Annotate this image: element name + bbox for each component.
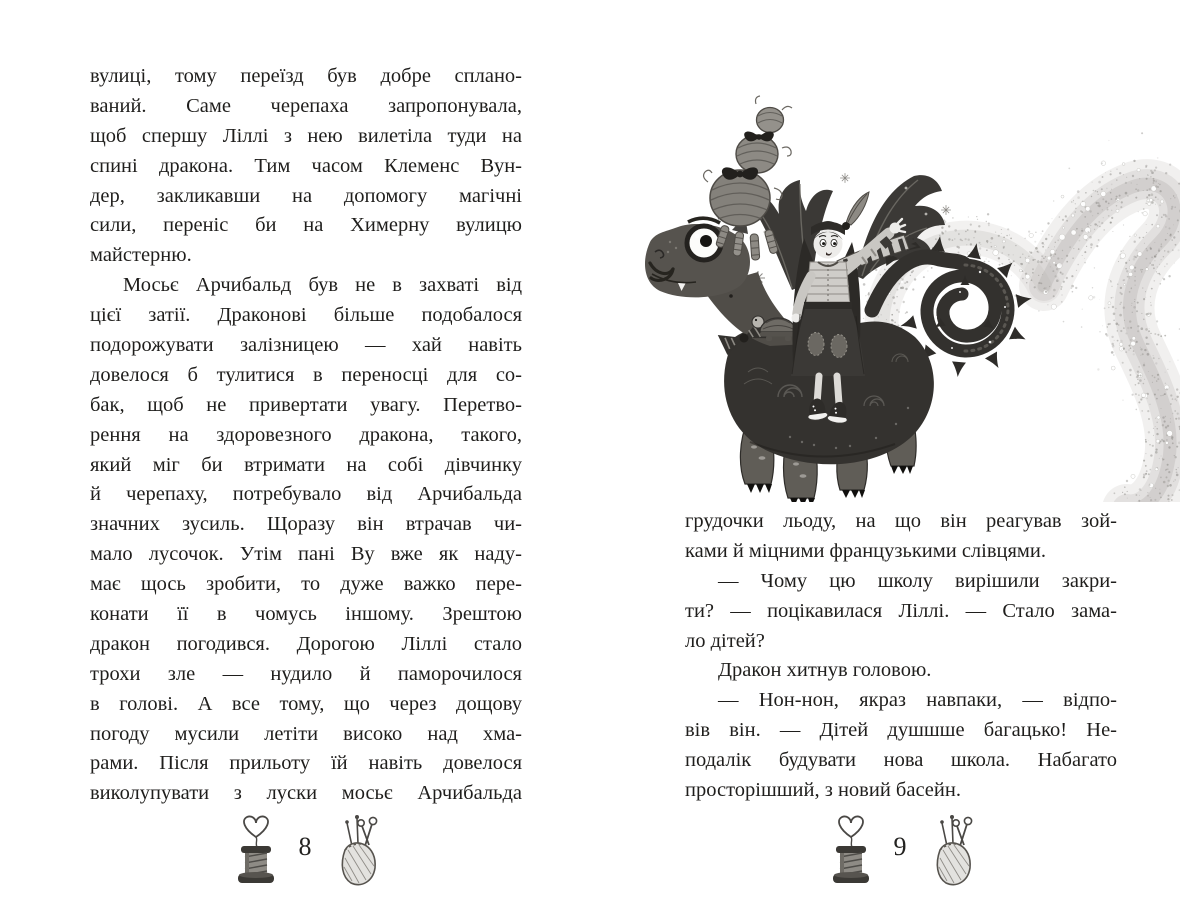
paragraph [685, 686, 1117, 806]
text-line: спині дракона. Тим часом Клеменс Вун- [90, 154, 522, 177]
text-line: цієї затії. Драконові більше подобалося [90, 304, 522, 327]
text-line: Дракон хитнув головою. [718, 659, 932, 682]
text-line: подорожувати залізницею — хай навіть [90, 334, 522, 357]
text-line: ками й міцними французькими слівцями. [685, 539, 1047, 562]
text-line: бак, щоб не привертати увагу. Перетво- [90, 393, 522, 416]
page-left-text [90, 62, 522, 809]
page-left-footer [90, 804, 522, 890]
text-line: — Чому цю школу вирішили закри- [718, 569, 1117, 592]
paragraph [685, 507, 1117, 567]
pincushion-icon [332, 812, 380, 890]
paragraph [685, 656, 1117, 686]
page-right-footer [685, 804, 1117, 890]
dragon-illustration [640, 92, 1180, 502]
text-line: дер, закликавши на допомогу магічні [90, 184, 522, 207]
text-line: рення на здоровезного дракона, такого, [90, 423, 522, 446]
text-line: конати її в чомусь іншому. Зрештою [90, 603, 522, 626]
dragon-eyebrow-icon [688, 218, 720, 223]
text-line: Мосьє Арчибальд був не в захваті від [123, 274, 522, 297]
paragraph [90, 271, 522, 809]
text-line: ваний. Саме черепаха запропонувала, [90, 94, 522, 117]
text-line: ти? — поцікавилася Ліллі. — Стало зама- [685, 599, 1117, 622]
text-line: довелося б тулитися в переносці для со- [90, 363, 522, 386]
text-line: рами. Після прильоту їй навіть довелося [90, 752, 522, 775]
page-right-text [685, 507, 1117, 806]
text-line: ло дітей? [685, 629, 765, 652]
page-number: 8 [298, 832, 312, 861]
page-right [600, 0, 1200, 923]
pincushion-icon [927, 812, 975, 890]
text-line: трохи зле — нудило й паморочилося [90, 662, 522, 685]
text-line: просторішший, з новий басейн. [685, 779, 961, 802]
text-line: майстерню. [90, 244, 192, 267]
text-line: значних зусиль. Щоразу він втрачав чи- [90, 513, 522, 536]
text-line: мало лусочок. Утім пані Ву вже як наду- [90, 543, 522, 566]
text-line: — Нон-нон, якраз навпаки, — відпо- [718, 689, 1117, 712]
text-line: погоду мусили летіти високо над хма- [90, 722, 522, 745]
text-line: виколупувати з луски мосьє Арчибальда [90, 782, 522, 805]
dragon-head [645, 216, 750, 297]
text-line: й черепаху, потребувало від Арчибальда [90, 483, 522, 506]
text-line: який міг би втримати на собі дівчинку [90, 453, 522, 476]
text-line: щоб спершу Ліллі з нею вилетіла туди на [90, 124, 522, 147]
text-line: подалік будувати нова школа. Набагато [685, 749, 1117, 772]
text-line: в голові. А все тому, що через дощову [90, 692, 522, 715]
page-number: 9 [893, 832, 907, 861]
text-line: грудочки льоду, на що він реагував зой- [685, 510, 1117, 532]
girl-sweater [806, 262, 850, 306]
text-line: сили, переніс би на Химерну вулицю [90, 214, 522, 237]
paragraph [685, 567, 1117, 657]
paragraph [90, 62, 522, 271]
thread-spool-icon [233, 807, 279, 887]
text-line: має щось зробити, то дуже важко пере- [90, 573, 522, 596]
text-line: вів він. — Дітей душшше багацько! Не- [685, 719, 1117, 742]
text-line: вулиці, тому переїзд був добре сплано- [90, 65, 522, 87]
text-line: дракон погодився. Дорогою Ліллі стало [90, 632, 522, 655]
thread-spool-icon [828, 807, 874, 887]
